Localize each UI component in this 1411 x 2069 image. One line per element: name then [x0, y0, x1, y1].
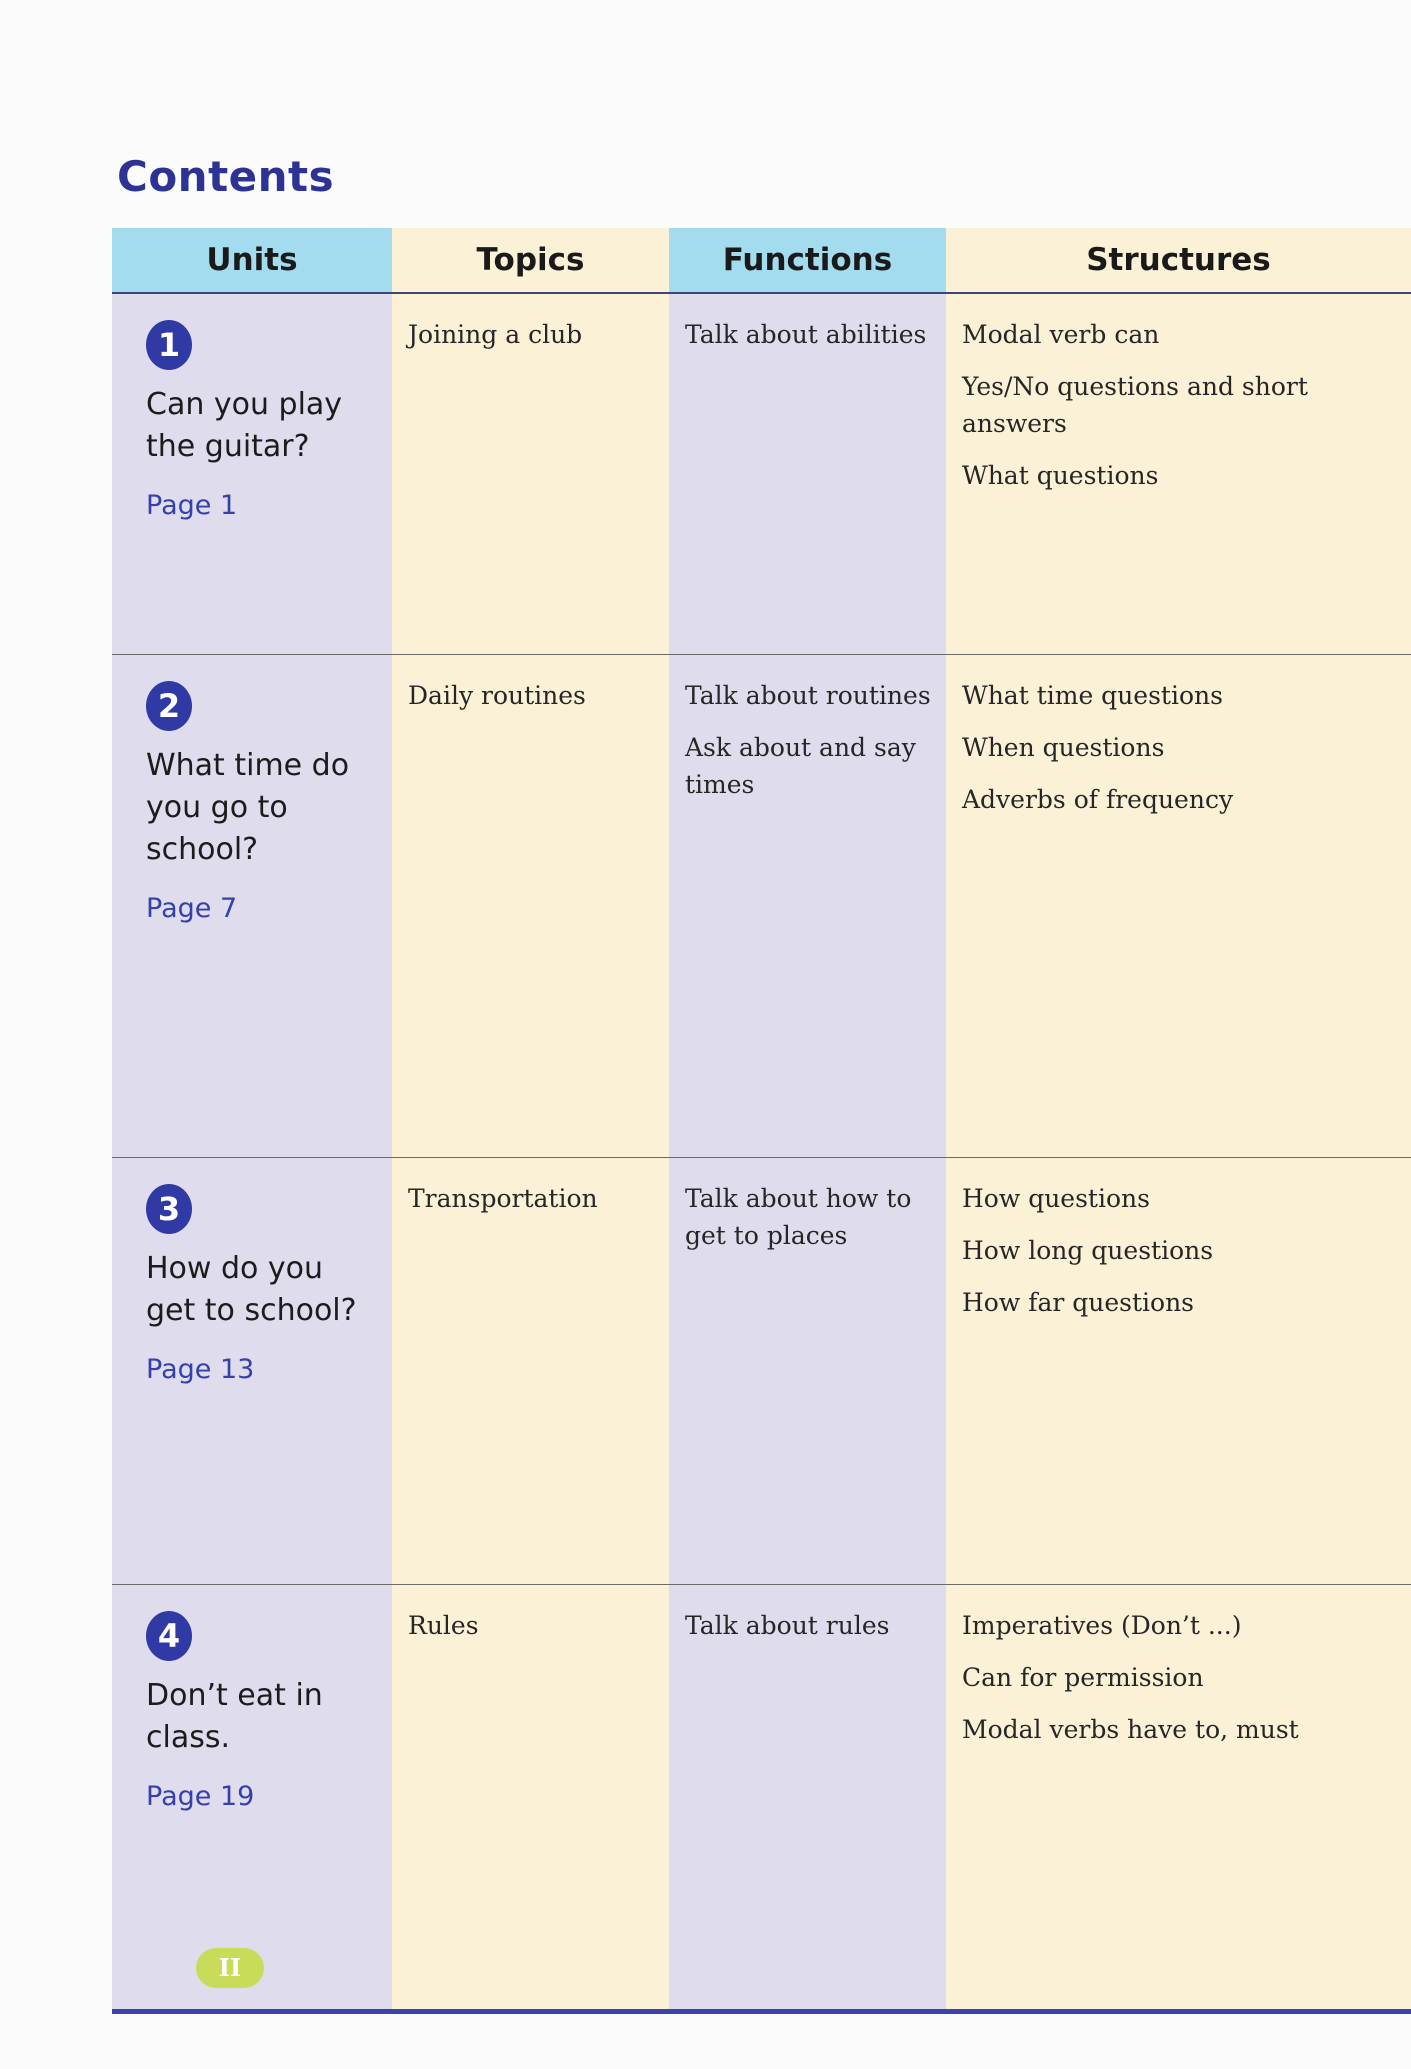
unit-row: [112, 1585, 1411, 2012]
functions-cell: [669, 655, 946, 1158]
structure-text: When questions: [962, 733, 1165, 762]
topic-cell: [392, 293, 669, 655]
header-functions: Functions: [669, 228, 946, 293]
structure-text: Adverbs of frequency: [962, 785, 1234, 814]
structures-cell: [946, 1585, 1411, 2012]
topic-cell: [392, 655, 669, 1158]
unit-title: How do you get to school?: [146, 1251, 357, 1328]
header-units: Units: [112, 228, 392, 293]
functions-cell: [669, 1158, 946, 1585]
unit-row: [112, 293, 1411, 655]
structures-cell: [946, 293, 1411, 655]
unit-cell: [112, 1158, 392, 1585]
function-text: Talk about routines: [685, 681, 931, 710]
structure-text: Yes/No questions and short answers: [962, 372, 1308, 438]
unit-number-badge: 1: [146, 320, 192, 370]
structure-text: How long questions: [962, 1236, 1214, 1265]
topic-cell: [392, 1158, 669, 1585]
unit-cell: [112, 655, 392, 1158]
unit-cell: [112, 293, 392, 655]
unit-number-badge: 2: [146, 681, 192, 731]
unit-page-link[interactable]: Page 19: [146, 1781, 255, 1812]
page-title: Contents: [117, 152, 335, 201]
topic-text: Transportation: [408, 1184, 598, 1213]
topic-text: Rules: [408, 1611, 479, 1640]
structures-cell: [946, 1158, 1411, 1585]
structure-text: Imperatives (Don’t ...): [962, 1611, 1242, 1640]
header-row: [112, 228, 1411, 293]
unit-page-link[interactable]: Page 7: [146, 893, 238, 924]
structure-text: What time questions: [962, 681, 1223, 710]
topic-text: Joining a club: [408, 320, 583, 349]
topic-text: Daily routines: [408, 681, 586, 710]
topic-cell: [392, 1585, 669, 2012]
unit-page-link[interactable]: Page 1: [146, 490, 238, 521]
unit-row: [112, 655, 1411, 1158]
unit-number-badge: 3: [146, 1184, 192, 1234]
functions-cell: [669, 293, 946, 655]
unit-number-badge: 4: [146, 1611, 192, 1661]
structure-text: Modal verb can: [962, 320, 1160, 349]
unit-title: Can you play the guitar?: [146, 387, 343, 464]
header-topics: Topics: [392, 228, 669, 293]
unit-title: What time do you go to school?: [146, 748, 350, 867]
structure-text: Modal verbs have to, must: [962, 1715, 1299, 1744]
functions-cell: [669, 1585, 946, 2012]
page-number-badge: II: [196, 1948, 264, 1988]
contents-table: [112, 228, 1411, 2014]
unit-row: [112, 1158, 1411, 1585]
function-text: Talk about abilities: [685, 320, 927, 349]
structures-cell: [946, 655, 1411, 1158]
structure-text: What questions: [962, 461, 1159, 490]
function-text: Ask about and say times: [685, 733, 916, 799]
unit-page-link[interactable]: Page 13: [146, 1354, 255, 1385]
structure-text: How far questions: [962, 1288, 1195, 1317]
unit-cell: [112, 1585, 392, 2012]
function-text: Talk about rules: [685, 1611, 890, 1640]
structure-text: How questions: [962, 1184, 1150, 1213]
unit-title: Don’t eat in class.: [146, 1678, 323, 1755]
header-structures: Structures: [946, 228, 1411, 293]
function-text: Talk about how to get to places: [685, 1184, 912, 1250]
structure-text: Can for permission: [962, 1663, 1204, 1692]
